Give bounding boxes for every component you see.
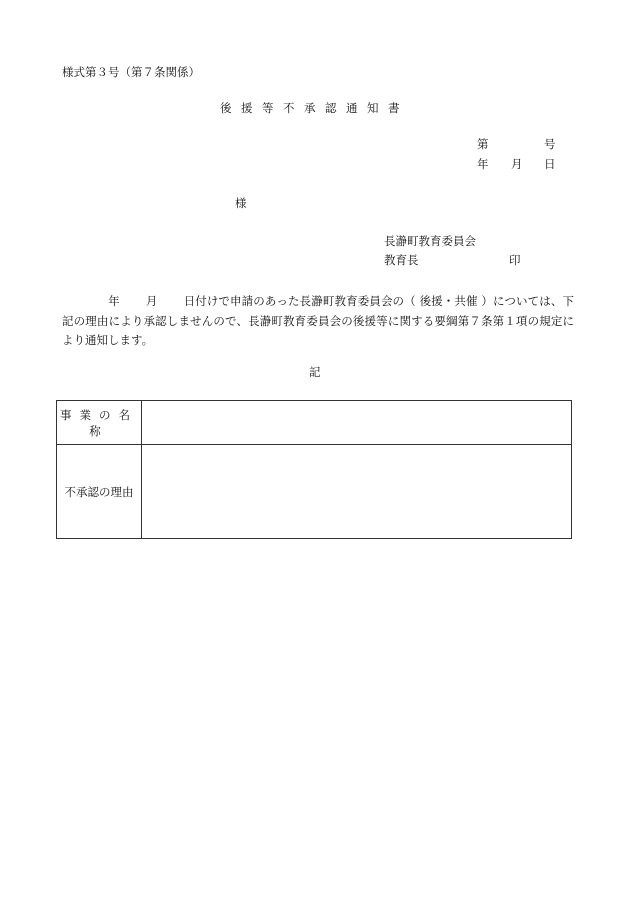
table-row bbox=[57, 445, 572, 539]
issuer-organization: 長瀞町教育委員会 bbox=[384, 234, 476, 248]
project-name-label: 事業の名称 bbox=[57, 401, 142, 445]
date-month-label: 月 bbox=[511, 157, 523, 171]
addressee-honorific: 様 bbox=[235, 196, 247, 210]
date-day-label: 日 bbox=[544, 157, 556, 171]
table-row bbox=[57, 401, 572, 445]
body-paragraph bbox=[62, 292, 574, 351]
body-year-label: 年 bbox=[108, 294, 120, 308]
date-year-label: 年 bbox=[477, 157, 489, 171]
document-title: 後援等不承認通知書 bbox=[220, 101, 409, 115]
seal-mark: 印 bbox=[509, 253, 521, 267]
project-name-field[interactable] bbox=[142, 401, 572, 445]
rejection-reason-field[interactable] bbox=[142, 445, 572, 539]
issuer-title: 教育長 bbox=[384, 253, 419, 267]
details-table bbox=[56, 400, 572, 539]
form-number: 様式第３号（第７条関係） bbox=[62, 65, 200, 79]
number-prefix: 第 bbox=[477, 137, 489, 151]
ki-heading: 記 bbox=[309, 365, 321, 379]
body-month-label: 月 bbox=[145, 294, 158, 308]
rejection-reason-label: 不承認の理由 bbox=[57, 445, 142, 539]
number-suffix: 号 bbox=[544, 137, 556, 151]
body-text: 日付けで申請のあった長瀞町教育委員会の（ 後援・共催 ）については、下記の理由により承認しませんので、長瀞町教育委員会の後援等に関する要綱第７条第１項の規定により通知します。 bbox=[62, 294, 574, 347]
